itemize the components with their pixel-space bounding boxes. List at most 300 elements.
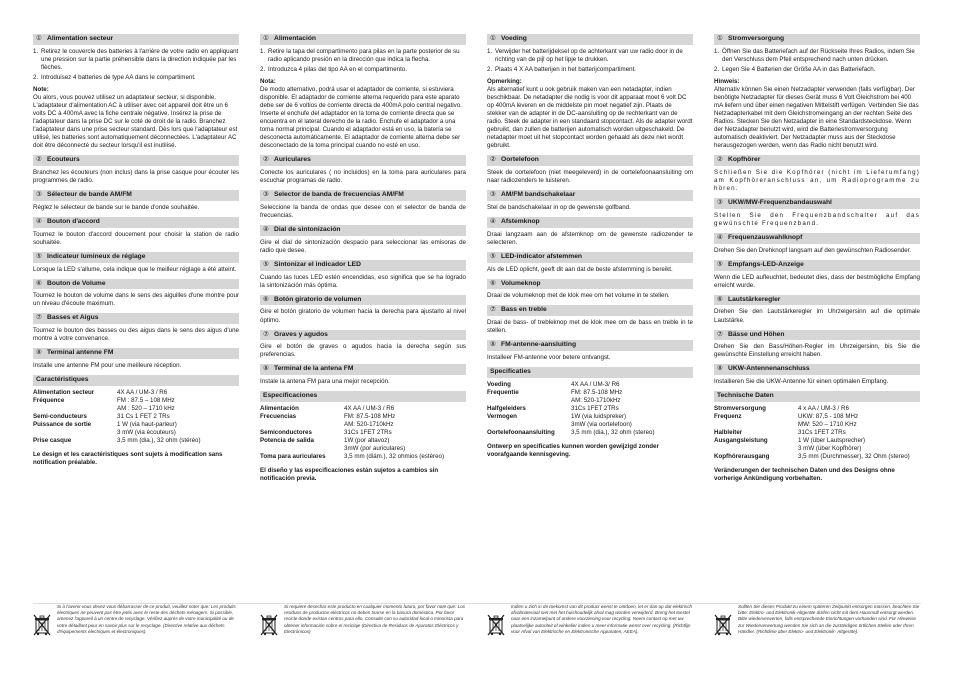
numbered-step	[33, 48, 239, 72]
section-4	[714, 233, 920, 255]
spec-row	[487, 397, 693, 405]
section-text: Drehen Sie den Lautstärkeregler im Uhrzeigersinn auf die optimale Lautstärke.	[714, 308, 920, 324]
recycling-notice: Si requiere desechar este producto en cualquier momento futuro, por favor note que: Los residuos de productos eléctricos no deben tirarse en la basura doméstica. Por favor recicle donde existan centros para ello. Consulte con su autoridad local o minorista para obtener información sobre el reciclaje (Directiva de Residuos de Aparatos Eléctricos y Electrónicos)	[284, 604, 466, 634]
section-title: Alimentación	[274, 35, 316, 42]
step-text: Verwijder het batterijdeksel op de achterkant van uw radio door in de richting van de pijl op het lipje te drukken.	[495, 47, 683, 63]
section-7	[260, 330, 466, 360]
section-text: Conecte los auriculares ( no incluidos) en la toma para auriculares para escuchar programas de radio.	[260, 169, 466, 185]
spec-value: 3,5 mm (dia.), 32 ohm (stéréo)	[117, 437, 201, 445]
section-text: Tournez le bouton de volume dans le sens des aiguilles d'une montre pour un niveau d'écoute maximum.	[33, 292, 239, 308]
section-text: Gire el dial de sintonización despacio para seleccionar las emisoras de radio que desee.	[260, 238, 466, 254]
section-heading	[487, 155, 693, 166]
section-heading	[714, 155, 920, 166]
section-text: Seleccione la banda de ondas que desee con el selector de banda de frecuencias.	[260, 203, 466, 220]
spec-value: 4 x AA / UM-3 / R6	[798, 404, 849, 412]
spec-value: FM : 87.5 – 108 MHz	[117, 396, 175, 404]
section-text: Installe une antenne FM pour une meilleure réception.	[33, 362, 182, 369]
spec-value: FM: 87.5-108 MHz	[344, 412, 396, 420]
section-title: LED-indicator afstemmen	[501, 252, 583, 260]
section-1	[714, 34, 920, 150]
section-number: ③	[263, 191, 269, 199]
section-3	[33, 190, 239, 212]
section-heading	[260, 260, 466, 271]
section-heading	[714, 260, 920, 271]
step-text: Öffnen Sie das Batteriefach auf der Rückseite Ihres Radios, indem Sie den Verschluss dem Pfeil entsprechend nach unten drücken.	[722, 47, 915, 63]
section-body	[33, 204, 239, 212]
footer-spanish	[260, 604, 466, 648]
section-1	[33, 34, 239, 150]
spec-value: 3,5 mm (Durchmesser), 32 Ohm (stereo)	[798, 453, 910, 461]
section-body	[33, 362, 239, 370]
section-body	[714, 212, 920, 228]
spec-key: Alimentation secteur	[33, 388, 95, 396]
section-heading	[260, 225, 466, 236]
section-6	[714, 295, 920, 325]
spec-key	[33, 429, 117, 437]
step-number: 2.	[714, 65, 720, 73]
section-5	[714, 260, 920, 290]
spec-value: 4X AA / UM-3 / R6	[117, 388, 168, 396]
specifications-title: Specificaties	[490, 368, 531, 375]
section-body	[33, 327, 239, 343]
spec-key: Fréquence	[33, 396, 65, 404]
specifications-table	[714, 405, 920, 461]
section-4	[260, 225, 466, 255]
section-text: Instale la antena FM para una mejor recepción.	[260, 378, 390, 386]
crossed-bin-icon	[487, 614, 505, 636]
section-body	[33, 231, 239, 247]
section-title: UKW/MW-Frequenzbandauswahl	[728, 199, 832, 207]
section-heading	[33, 348, 239, 359]
specifications-title: Especificaciones	[263, 392, 318, 400]
crossed-bin-icon	[33, 614, 51, 636]
section-body	[260, 48, 466, 151]
spec-value: 3mW (por auriculares)	[344, 445, 406, 453]
section-title: Basses et Aigus	[47, 314, 99, 322]
section-7	[33, 313, 239, 343]
note-text: Ou alors, vous pouvez utilisez un adaptateur secteur, si disponible. L'adaptateur d'alimentation AC à utiliser avec cet appareil doit être un 6 volts DC à 400mA avec la fiche centrale négative. Insérez la prise de l'adaptateur dans la prise DC sur le coté de droit de la radio. Branchez l'adaptateur dans une prise secteur standard. Dès lors que l'adaptateur est utilisé, les batteries sont automatiquement déconnectées. L'adaptateur AC doit être déconnecté du secteur lorsqu'il est inutilisé.	[33, 94, 238, 150]
spec-key	[487, 421, 571, 429]
section-title: Bass en treble	[501, 306, 547, 314]
section-title: Bässe und Höhen	[728, 330, 785, 338]
section-3	[487, 190, 693, 212]
section-heading	[260, 330, 466, 341]
spec-key: Frequenz	[714, 412, 742, 420]
spec-key	[260, 445, 344, 453]
specifications-table	[33, 389, 239, 445]
specifications-heading	[487, 367, 693, 378]
section-8	[714, 364, 920, 386]
column-spanish	[260, 34, 466, 483]
spec-key: Potencia de salida	[260, 437, 314, 445]
spec-value: 3,5 mm (dia.), 32 ohm (stereo)	[571, 429, 655, 437]
column-german	[714, 34, 920, 483]
section-heading	[714, 34, 920, 45]
section-body	[33, 292, 239, 308]
spec-key: Prise casque	[33, 437, 72, 445]
spec-row	[714, 429, 920, 437]
spec-key: Semiconductores	[260, 429, 312, 437]
section-body	[260, 378, 466, 386]
footer-french	[33, 604, 239, 648]
column-french	[33, 34, 239, 467]
section-title: Botón giratorio de volumen	[274, 295, 362, 303]
spec-row	[33, 389, 239, 397]
spec-row	[714, 445, 920, 453]
section-heading	[714, 330, 920, 341]
section-text: Tournez le bouton d'accord doucement pour choisir la station de radio souhaitée.	[33, 230, 239, 246]
footer-dutch	[487, 604, 693, 648]
section-text: Draai langzaam aan de afstemknop om de gewenste radiozender te selecteren.	[487, 230, 693, 246]
note-label: Hinweis:	[714, 77, 740, 85]
numbered-step	[487, 48, 693, 64]
disclaimer: Ontwerp en specificaties kunnen worden gewijzigd zonder voorafgaande kennisgeving.	[487, 443, 659, 459]
section-body	[487, 319, 693, 335]
specifications-section	[487, 367, 693, 437]
section-heading	[33, 252, 239, 263]
section-heading	[487, 217, 693, 228]
section-text: Gire el botón giratorio de volumen hacia la derecha para ajustarlo al nivel óptimo.	[260, 308, 466, 324]
section-1	[260, 34, 466, 150]
section-2	[487, 155, 693, 185]
numbered-step	[714, 66, 920, 74]
section-title: UKW-Antennenanschluss	[728, 365, 810, 373]
spec-value: 1W (via luidspreker)	[571, 412, 627, 420]
section-heading	[260, 34, 466, 45]
note-text: Als alternatief kunt u ook gebruik maken van een netadapter, indien beschikbaar. De netadapter die nodig is voor dit apparaat moet 6 volt DC op 400mA leveren en de middelste pin moet negatief zijn. Plaats de stekker van de adapter in de DC-aansluiting op de rechterkant van de radio. Steek de adapter in een standaard stopcontact. Als de adapter wordt gebruikt, dan zullen de batterijen automatisch worden uitgeschakeld. De netadapter moet uit het stopcontact worden gehaald als deze niet wordt gebruikt.	[487, 85, 693, 150]
spec-row	[33, 413, 239, 421]
section-body	[260, 204, 466, 220]
step-text: Retire la tapa del compartimento para pilas en la parte posterior de su radio aplicando presión en la dirección que indica la flecha.	[268, 47, 460, 63]
spec-key: Kopfhörerausgang	[714, 453, 770, 461]
section-heading	[260, 364, 466, 375]
section-3	[714, 198, 920, 228]
section-number: ⑧	[263, 365, 269, 373]
spec-key: Alimentación	[260, 404, 299, 412]
note-label: Opmerking:	[487, 77, 522, 85]
section-heading	[33, 34, 239, 45]
spec-key	[714, 421, 798, 429]
section-number: ④	[490, 218, 496, 226]
numbered-step	[487, 66, 693, 74]
section-heading	[487, 34, 693, 45]
spec-row	[33, 405, 239, 413]
section-text: Draai de bass- of trebleknop met de klok mee om de bass en treble in te stellen.	[487, 319, 693, 335]
spec-value: 1 W (via haut-parleur)	[117, 421, 177, 429]
section-body	[714, 169, 920, 193]
specifications-section	[33, 375, 239, 445]
section-body	[487, 266, 693, 274]
section-text: Steek de oortelefoon (niet meegeleverd) in de oortelefoonaansluiting om naar radiozenders te luisteren.	[487, 169, 693, 185]
section-text: Branchez les écouteurs (non inclus) dans la prise casque pour écouter les programmes de radio.	[33, 169, 239, 185]
spec-value: UKW: 87,5 - 108 MHz	[798, 412, 859, 420]
section-body	[260, 239, 466, 255]
spec-key: Stromversorgung	[714, 404, 766, 412]
spec-row	[487, 413, 693, 421]
section-text: Cuando las luces LED estén encendidas, eso significa que se ha logrado la sintonización más óptima.	[260, 273, 466, 289]
section-2	[260, 155, 466, 185]
spec-row	[487, 405, 693, 413]
section-title: Ecouteurs	[47, 156, 80, 164]
section-heading	[487, 279, 693, 290]
section-text: Installeer FM-antenne voor betere ontvangst.	[487, 353, 611, 361]
footer-german	[714, 604, 920, 648]
section-number: ⑥	[263, 295, 269, 303]
section-text: Stel de bandschakelaar in op de gewenste golfband.	[487, 203, 631, 211]
spec-row	[260, 405, 466, 413]
section-4	[33, 217, 239, 247]
section-title: FM-antenne-aansluiting	[501, 341, 577, 349]
section-body	[260, 274, 466, 290]
section-number: ②	[36, 156, 42, 164]
spec-row	[714, 437, 920, 445]
section-number: ⑥	[717, 295, 723, 303]
section-number: ⑧	[36, 349, 42, 357]
numbered-step	[714, 48, 920, 64]
spec-value: AM : 520 – 1710 kHz	[117, 404, 175, 412]
spec-value: 31 Cs 1 FET 2 TRs	[117, 412, 170, 420]
section-heading	[714, 198, 920, 209]
section-2	[714, 155, 920, 193]
section-body	[487, 48, 693, 151]
section-body	[714, 378, 920, 386]
spec-value: AM: 520-1710kHz	[571, 396, 621, 404]
spec-value: 1 W (über Lautsprecher)	[798, 437, 866, 445]
section-heading	[33, 279, 239, 290]
step-text: Introduisez 4 batteries de type AA dans le compartiment.	[41, 73, 196, 81]
section-heading	[33, 313, 239, 324]
spec-key: Puissance de sortie	[33, 421, 92, 429]
section-number: ⑧	[490, 341, 496, 349]
section-text: Draai de volumeknop met de klok mee om het volume in te stellen.	[487, 292, 670, 300]
specifications-table	[260, 405, 466, 461]
section-6	[33, 279, 239, 309]
section-body	[714, 48, 920, 151]
section-body	[714, 274, 920, 290]
step-number: 2.	[33, 73, 39, 81]
spec-value: 31Cs 1FET 2TRs	[571, 404, 619, 412]
section-body	[260, 169, 466, 185]
section-title: Sélecteur de bande AM/FM	[47, 191, 132, 199]
section-5	[487, 252, 693, 274]
section-number: ⑤	[36, 252, 42, 260]
spec-row	[714, 413, 920, 421]
section-title: Auriculares	[274, 156, 311, 164]
specifications-table	[487, 381, 693, 437]
specifications-title: Caractéristiques	[36, 376, 89, 384]
spec-key	[260, 421, 344, 429]
recycling-notice: Indien u zich in de toekomst van dit product wenst te ontdoen, let er dan op dat elektrisch afvalmateriaal niet met het huishoudelijk afval mag worden verwijderd. Breng het toestel naar een inzamelpunt of andere voorziening voor recycling. Neem contact op met uw plaatselijke autoriteit of winkelier indien u meer informatie wenst over recycling. (Richtlijn voor Afval van Elektrische en Elektronische Apparaten, AEEA).	[511, 604, 693, 634]
section-text: Tournez le bouton des basses ou des aigus dans le sens des aigus d'une montre à votre convenance.	[33, 327, 239, 343]
spec-row	[260, 437, 466, 445]
section-body	[260, 343, 466, 359]
section-title: Empfangs-LED-Anzeige	[728, 260, 804, 268]
step-text: Legen Sie 4 Batterien der Größe AA in das Batteriefach.	[722, 65, 876, 73]
section-heading	[487, 340, 693, 351]
section-heading	[487, 305, 693, 316]
section-title: Selector de banda de frecuencias AM/FM	[274, 191, 404, 199]
specifications-title: Technische Daten	[717, 392, 774, 400]
spec-value: 3mW (via oortelefoon)	[571, 421, 632, 429]
section-title: Volumeknop	[501, 279, 541, 287]
spec-row	[260, 421, 466, 429]
section-number: ①	[36, 35, 42, 42]
spec-value: 31Cs 1FET 2TRs	[344, 429, 392, 437]
spec-value: FM: 87.5-108 MHz	[571, 388, 623, 396]
section-body	[33, 48, 239, 151]
section-number: ⑥	[490, 279, 496, 287]
spec-value: 1W (por altavoz)	[344, 437, 390, 445]
spec-row	[487, 429, 693, 437]
spec-value: 3 mW (über Kopfhörer)	[798, 445, 862, 453]
section-title: Voeding	[501, 35, 527, 42]
section-heading	[33, 217, 239, 228]
section-number: ⑦	[36, 314, 42, 322]
step-number: 2.	[487, 65, 493, 73]
section-body	[33, 169, 239, 185]
section-body	[487, 231, 693, 247]
spec-value: AM: 520-1710kHz	[344, 421, 394, 429]
spec-key	[33, 405, 117, 413]
section-text: Installieren Sie die UKW-Antenne für einen optimalen Empfang.	[714, 378, 889, 386]
disclaimer: Veränderungen der technischen Daten und des Designs ohne vorherige Ankündigung vorbehalten.	[714, 467, 895, 483]
section-body	[487, 169, 693, 185]
section-7	[487, 305, 693, 335]
recycling-notice: Si à l'avenir vous devez vous débarrasser de ce produit, veuillez noter que: Les produits électriques ne peuvent pas être jetés avec le reste des déchets ménagers. Si possible, amenez l'appareil à un centre de recyclage. Vérifiez auprès de votre municipalité ou de votre détaillant pour en savoir plus sur le recyclage. (Directive relative aux déchets d'équipements électriques et électroniques).	[57, 604, 236, 634]
spec-key: Halfgeleiders	[487, 404, 526, 412]
spec-row	[714, 405, 920, 413]
spec-row	[33, 429, 239, 437]
spec-row	[487, 381, 693, 389]
section-4	[487, 217, 693, 247]
section-number: ③	[36, 191, 42, 199]
spec-key: Frecuencias	[260, 412, 297, 420]
section-heading	[714, 233, 920, 244]
section-number: ⑦	[717, 330, 723, 338]
note-label: Nota:	[260, 77, 276, 85]
section-title: AM/FM bandschakelaar	[501, 191, 576, 199]
numbered-step	[260, 48, 466, 64]
specifications-section	[714, 391, 920, 461]
section-number: ③	[490, 191, 496, 199]
note-text: De modo alternativo, podrá usar el adaptador de corriente, si estuviera disponible. El adaptador de corriente alterna requerido para este aparato debe ser de 6 voltios de corriente directa de 400mA polo central negativo. Inserte el enchufe del adaptador en la toma de corriente directa que se encuentra en el lateral derecho de la radio. Enchufe el adaptador a una toma normal principal. Cuando el adaptador está en uso, la batería se desconecta automáticamente. El adaptador de corriente alterna debe ser desconectado de la toma principal cuando no esté en uso.	[260, 85, 462, 150]
section-heading	[260, 155, 466, 166]
section-number: ①	[717, 35, 723, 42]
section-title: Terminal de la antena FM	[274, 365, 354, 373]
section-text: Als de LED oplicht, geeft dit aan dat de beste afstemming is bereikt.	[487, 265, 673, 273]
section-5	[260, 260, 466, 290]
spec-row	[260, 453, 466, 461]
section-title: Bouton de Volume	[47, 279, 106, 287]
section-title: Graves y agudos	[274, 330, 328, 338]
section-text: Drehen Sie den Bass/Höhen-Regler im Uhrzeigersinn, bis Sie die gewünschte Einstellung erreicht haben.	[714, 343, 920, 359]
section-heading	[260, 190, 466, 201]
section-title: Terminal antenne FM	[47, 349, 114, 357]
section-heading	[260, 295, 466, 306]
spec-row	[487, 389, 693, 397]
step-number: 1.	[260, 47, 266, 55]
section-6	[487, 279, 693, 301]
section-body	[33, 266, 239, 274]
section-heading	[714, 364, 920, 375]
section-text: Réglez le sélecteur de bande sur le bande d'onde souhaitée.	[33, 203, 200, 211]
section-text: Lorsque la LED s'allume, cela indique que le meilleur réglage a été atteint.	[33, 265, 237, 273]
section-number: ④	[36, 218, 42, 226]
spec-row	[33, 397, 239, 405]
step-text: Plaats 4 X AA batterijen in het batterijcompartiment.	[495, 65, 637, 73]
spec-key: Halbleiter	[714, 429, 743, 437]
specifications-heading	[260, 391, 466, 402]
section-8	[260, 364, 466, 386]
section-title: Kopfhörer	[728, 156, 761, 164]
spec-row	[33, 437, 239, 445]
section-number: ⑦	[490, 306, 496, 314]
section-heading	[487, 190, 693, 201]
spec-row	[33, 421, 239, 429]
section-title: Alimentation secteur	[47, 35, 114, 42]
section-number: ②	[490, 156, 496, 164]
spec-key: Semi-conducteurs	[33, 412, 87, 420]
spec-value: MW: 520 – 1710 KHz	[798, 421, 857, 429]
section-title: Sintonizar el indicador LED	[274, 260, 361, 268]
section-body	[714, 308, 920, 324]
section-number: ⑤	[717, 260, 723, 268]
recycling-notice: Sollten Sie dieses Produkt zu einem späteren Zeitpunkt entsorgen müssen, beachten Sie bitte: Elektro- und Elektronik-Altgeräte dürfen nicht mit dem Hausmüll entsorgt werden. Bitte wiederverwerten, falls entsprechende Einrichtungen vorhanden sind. Für Hinweise zur Wiederverwertung wenden Sie sich an die zuständigen örtlichen Stellen oder Ihren Händler. (Richtlinie über Elektro- und Elektronik- Altgeräte).	[738, 604, 920, 634]
section-text: Wenn die LED aufleuchtet, bedeutet dies, dass der bestmögliche Empfang erreicht wurde.	[714, 273, 920, 289]
spec-value: 31Cs 1FET 2TRs	[798, 429, 846, 437]
section-heading	[33, 155, 239, 166]
spec-row	[714, 453, 920, 461]
step-text: Introduzca 4 pilas del tipo AA en el compartimento.	[268, 65, 407, 73]
section-2	[33, 155, 239, 185]
step-number: 1.	[714, 47, 720, 55]
specifications-heading	[714, 391, 920, 402]
section-body	[714, 247, 920, 255]
section-title: Frequenzauswahlknopf	[728, 234, 803, 242]
numbered-step	[33, 74, 239, 82]
section-text: Schließen Sie die Kopfhörer (nicht im Lieferumfang) am Kopfhöreranschluss an, um Radioprogramme zu hören.	[714, 169, 920, 193]
spec-row	[260, 413, 466, 421]
section-text: Stellen Sie den Frequenzbandschalter auf das gewünschte Frequenzband.	[714, 212, 920, 228]
section-3	[260, 190, 466, 220]
numbered-step	[260, 66, 466, 74]
section-7	[714, 330, 920, 360]
section-body	[487, 204, 693, 212]
spec-key: Voeding	[487, 380, 511, 388]
section-number: ⑦	[263, 330, 269, 338]
spec-key: Toma para auriculares	[260, 453, 326, 461]
spec-key	[487, 397, 571, 405]
section-number: ①	[490, 35, 496, 42]
section-title: Bouton d'accord	[47, 218, 100, 226]
crossed-bin-icon	[260, 614, 278, 636]
section-number: ④	[717, 234, 723, 242]
section-text: Drehen Sie den Drehknopf langsam auf den gewünschten Radiosender.	[714, 246, 912, 254]
section-number: ②	[717, 156, 723, 164]
spec-value: 4X AA / UM-3/ R6	[571, 380, 620, 388]
spec-key: Frequentie	[487, 388, 519, 396]
section-number: ⑤	[490, 252, 496, 260]
spec-value: 4X AA / UM-3 / R6	[344, 404, 395, 412]
section-number: ②	[263, 156, 269, 164]
spec-row	[714, 421, 920, 429]
section-title: Dial de sintonización	[274, 226, 341, 234]
section-number: ⑥	[36, 279, 42, 287]
section-number: ⑧	[717, 365, 723, 373]
section-number: ③	[717, 199, 723, 207]
spec-row	[260, 445, 466, 453]
column-dutch	[487, 34, 693, 459]
